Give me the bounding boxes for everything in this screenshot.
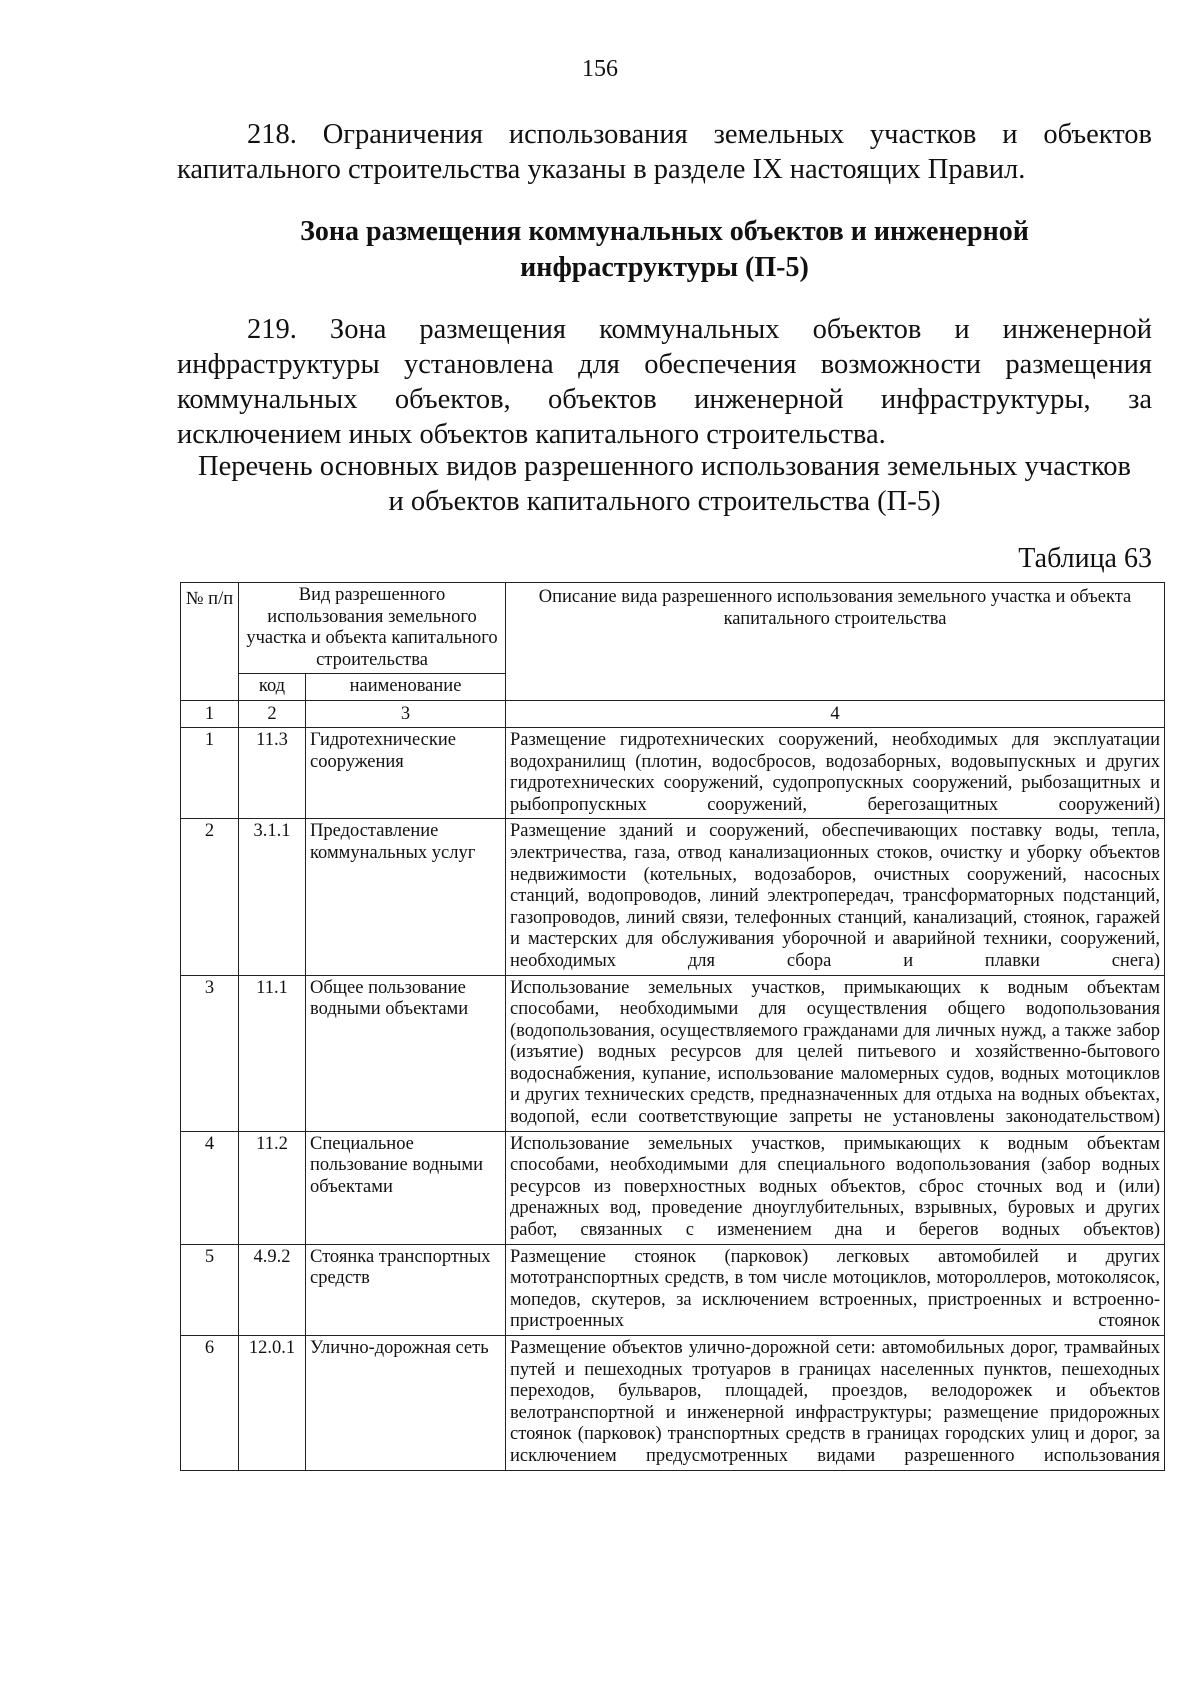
header-num: № п/п — [181, 583, 239, 701]
row-desc: Размещение гидротехнических сооружений, необходимых для эксплуатации водохранилищ (плотин, водосбросов, водозаборных, водовыпускных и других гидротехнических сооружений, судопропускных сооружений, рыбозащитных и рыбопропускных сооружений, берегозащитных сооружений) — [506, 727, 1165, 818]
header-name: наименование — [306, 674, 506, 701]
column-index: 4 — [506, 700, 1165, 727]
row-desc: Размещение объектов улично-дорожной сети: автомобильных дорог, трамвайных путей и пешеходных тротуаров в границах населенных пунктов, пешеходных переходов, бульваров, площадей, проездов, велодорожек и объектов велотранспортной и инженерной инфраструктуры; размещение придорожных стоянок (парковок) транспортных средств в границах городских улиц и дорог, за исключением предусмотренных видами разрешенного использования — [506, 1336, 1165, 1471]
page-number: 156 — [582, 56, 618, 82]
column-index: 3 — [306, 700, 506, 727]
row-num: 1 — [181, 727, 239, 818]
table-header-row — [181, 583, 1165, 674]
table-row — [181, 819, 1165, 975]
column-index: 2 — [239, 700, 306, 727]
table-label: Таблица 63 — [1018, 543, 1152, 574]
table-row — [181, 1244, 1165, 1335]
header-desc: Описание вида разрешенного использования земельного участка и объекта капитального строительства — [506, 583, 1165, 701]
row-desc: Использование земельных участков, примыкающих к водным объектам способами, необходимыми для осуществления общего водопользования (водопользования, осуществляемого гражданами для личных нужд, а также забор (изъятие) водных ресурсов для целей питьевого и хозяйственно-бытового водоснабжения, купание, использование маломерных судов, водных мотоциклов и других технических средств, предназначенных для отдыха на водных объектах, водопой, если соответствующие запреты не установлены законодательством) — [506, 975, 1165, 1131]
row-num: 3 — [181, 975, 239, 1131]
row-num: 4 — [181, 1131, 239, 1244]
row-desc: Размещение зданий и сооружений, обеспечивающих поставку воды, тепла, электричества, газа, отвод канализационных стоков, очистку и уборку объектов недвижимости (котельных, водозаборов, очистных сооружений, насосных станций, водопроводов, линий электропередач, трансформаторных подстанций, газопроводов, линий связи, телефонных станций, канализаций, стоянок, гаражей и мастерских для обслуживания уборочной и аварийной техники, сооружений, необходимых для сбора и плавки снега) — [506, 819, 1165, 975]
row-code: 3.1.1 — [239, 819, 306, 975]
row-name: Специальное пользование водными объектами — [306, 1131, 506, 1244]
zone-title — [177, 214, 1152, 286]
row-desc: Использование земельных участков, примыкающих к водным объектам способами, необходимыми для специального водопользования (забор водных ресурсов из поверхностных водных объектов, сброс сточных вод и (или) дренажных вод, проведение дноуглубительных, взрывных, буровых и других работ, связанных с изменением дна и берегов водных объектов) — [506, 1131, 1165, 1244]
paragraph-218: 218. Ограничения использования земельных участков и объектов капитального строительства указаны в разделе IX настоящих Правил. — [177, 119, 1152, 185]
column-index-row — [181, 700, 1165, 727]
zone-title-line-2: инфраструктуры (П-5) — [520, 252, 809, 283]
table-row — [181, 1336, 1165, 1471]
table-row — [181, 1131, 1165, 1244]
table-row — [181, 975, 1165, 1131]
row-num: 2 — [181, 819, 239, 975]
row-num: 5 — [181, 1244, 239, 1335]
header-code: код — [239, 674, 306, 701]
row-name: Стоянка транспортных средств — [306, 1244, 506, 1335]
table-row — [181, 727, 1165, 818]
list-title-line-1: Перечень основных видов разрешенного использования земельных участков — [197, 451, 1131, 482]
row-desc: Размещение стоянок (парковок) легковых автомобилей и других мототранспортных средств, в том числе мотоциклов, мотороллеров, мотоколясок, мопедов, скутеров, за исключением встроенных, пристроенных и встроенно-пристроенных стоянок — [506, 1244, 1165, 1335]
column-index: 1 — [181, 700, 239, 727]
row-code: 11.1 — [239, 975, 306, 1131]
row-code: 11.2 — [239, 1131, 306, 1244]
header-vid: Вид разрешенного использования земельного участка и объекта капитального строительства — [239, 583, 506, 674]
row-name: Гидротехнические сооружения — [306, 727, 506, 818]
zone-title-line-1: Зона размещения коммунальных объектов и инженерной — [300, 216, 1029, 247]
paragraph-219: 219. Зона размещения коммунальных объектов и инженерной инфраструктуры установлена для обеспечения возможности размещения коммунальных объектов, объектов инженерной инфраструктуры, за исключением иных объектов капитального строительства. — [177, 314, 1152, 450]
row-name: Общее пользование водными объектами — [306, 975, 506, 1131]
row-code: 11.3 — [239, 727, 306, 818]
row-code: 12.0.1 — [239, 1336, 306, 1471]
row-code: 4.9.2 — [239, 1244, 306, 1335]
row-name: Предоставление коммунальных услуг — [306, 819, 506, 975]
list-title-line-2: и объектов капитального строительства (П-5) — [388, 486, 941, 517]
row-name: Улично-дорожная сеть — [306, 1336, 506, 1471]
list-title — [177, 449, 1152, 519]
row-num: 6 — [181, 1336, 239, 1471]
permitted-use-table — [180, 582, 1165, 1471]
